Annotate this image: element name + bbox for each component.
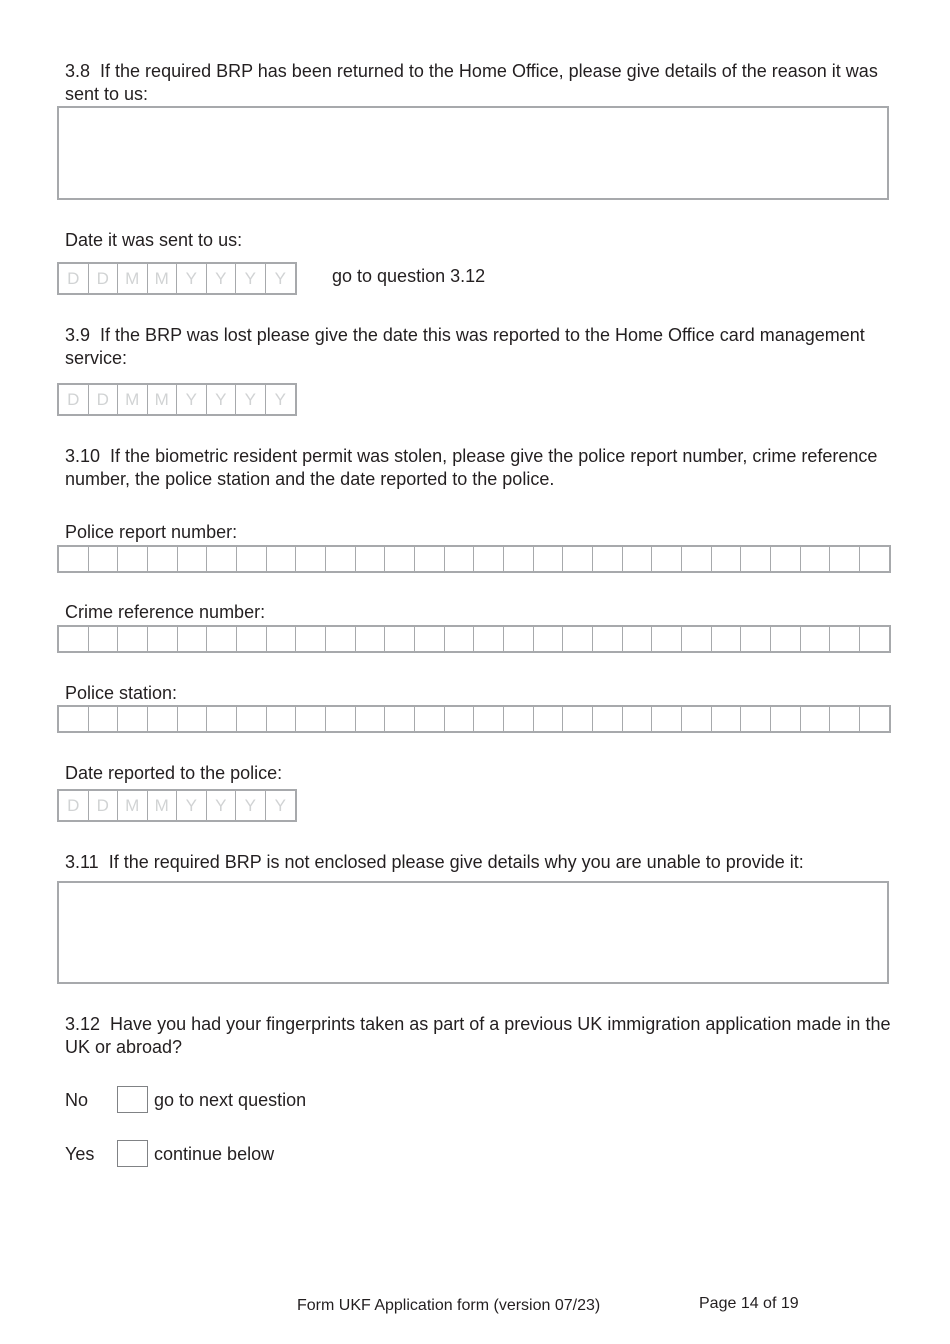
character-cell[interactable]: [593, 627, 623, 651]
character-cell[interactable]: [326, 547, 356, 571]
character-cell[interactable]: [801, 627, 831, 651]
no-option-label: No: [65, 1090, 89, 1110]
character-cell[interactable]: [623, 707, 653, 731]
date-digit-cell[interactable]: Y: [177, 791, 207, 820]
question-3-8: [65, 60, 895, 106]
character-cell[interactable]: [801, 547, 831, 571]
character-cell[interactable]: [118, 707, 148, 731]
character-cell[interactable]: [563, 707, 593, 731]
question-number: 3.11: [65, 852, 99, 872]
character-cell[interactable]: [504, 547, 534, 571]
character-cell[interactable]: [385, 627, 415, 651]
character-cell[interactable]: [682, 547, 712, 571]
character-cell[interactable]: [623, 627, 653, 651]
character-cell[interactable]: [118, 627, 148, 651]
character-cell[interactable]: [237, 547, 267, 571]
character-cell[interactable]: [830, 707, 860, 731]
character-cell[interactable]: [682, 707, 712, 731]
character-cell[interactable]: [296, 627, 326, 651]
character-cell[interactable]: [652, 547, 682, 571]
character-cell[interactable]: [237, 707, 267, 731]
date-digit-cell[interactable]: M: [148, 385, 178, 414]
character-cell[interactable]: [326, 627, 356, 651]
character-cell[interactable]: [207, 707, 237, 731]
date-digit-cell[interactable]: Y: [236, 791, 266, 820]
character-cell[interactable]: [712, 707, 742, 731]
character-cell[interactable]: [504, 627, 534, 651]
character-cell[interactable]: [712, 547, 742, 571]
question-text: If the BRP was lost please give the date this was reported to the Home Office card management service:: [65, 325, 865, 368]
footer-form-name: Form UKF Application form (version 07/23): [297, 1297, 601, 1314]
date-digit-cell[interactable]: D: [59, 264, 89, 293]
character-cell[interactable]: [296, 547, 326, 571]
character-cell[interactable]: [830, 547, 860, 571]
question-number: 3.8: [65, 61, 91, 81]
character-cell[interactable]: [356, 707, 386, 731]
date-lost-reported-field[interactable]: [57, 383, 297, 416]
character-cell[interactable]: [712, 627, 742, 651]
date-digit-cell[interactable]: D: [59, 385, 89, 414]
character-cell[interactable]: [207, 627, 237, 651]
question-text: Have you had your fingerprints taken as part of a previous UK immigration application made in the UK or abroad?: [65, 1014, 891, 1057]
date-digit-cell[interactable]: D: [89, 264, 119, 293]
police-station-field[interactable]: [57, 705, 891, 733]
character-cell[interactable]: [178, 547, 208, 571]
character-cell[interactable]: [385, 707, 415, 731]
character-cell[interactable]: [682, 627, 712, 651]
character-cell[interactable]: [415, 547, 445, 571]
yes-option-text: continue below: [154, 1144, 275, 1164]
goto-instruction: go to question 3.12: [332, 266, 486, 286]
brp-not-enclosed-reason-field[interactable]: [57, 881, 889, 984]
character-cell[interactable]: [267, 547, 297, 571]
character-cell[interactable]: [474, 627, 504, 651]
police-report-label: Police report number:: [65, 522, 238, 542]
date-digit-cell[interactable]: M: [118, 791, 148, 820]
character-cell[interactable]: [207, 547, 237, 571]
date-digit-cell[interactable]: Y: [236, 385, 266, 414]
character-cell[interactable]: [296, 707, 326, 731]
character-cell[interactable]: [148, 547, 178, 571]
date-digit-cell[interactable]: M: [118, 385, 148, 414]
character-cell[interactable]: [474, 707, 504, 731]
character-cell[interactable]: [89, 547, 119, 571]
character-cell[interactable]: [326, 707, 356, 731]
character-cell[interactable]: [178, 707, 208, 731]
no-checkbox[interactable]: [117, 1086, 148, 1113]
question-number: 3.9: [65, 325, 91, 345]
crime-reference-number-field[interactable]: [57, 625, 891, 653]
character-cell[interactable]: [623, 547, 653, 571]
character-cell[interactable]: [563, 627, 593, 651]
date-reported-label: Date reported to the police:: [65, 763, 283, 783]
character-cell[interactable]: [593, 707, 623, 731]
date-digit-cell[interactable]: Y: [274, 389, 286, 409]
character-cell[interactable]: [771, 547, 801, 571]
yes-checkbox[interactable]: [117, 1140, 148, 1167]
character-cell[interactable]: [59, 547, 89, 571]
character-cell[interactable]: [445, 707, 475, 731]
character-cell[interactable]: [267, 627, 297, 651]
date-digit-cell[interactable]: Y: [236, 264, 266, 293]
character-cell[interactable]: [563, 547, 593, 571]
character-cell[interactable]: [148, 627, 178, 651]
character-cell[interactable]: [474, 547, 504, 571]
brp-return-reason-field[interactable]: [57, 106, 889, 200]
character-cell[interactable]: [415, 627, 445, 651]
character-cell[interactable]: [445, 627, 475, 651]
character-cell[interactable]: [741, 707, 771, 731]
character-cell[interactable]: [89, 707, 119, 731]
date-digit-cell[interactable]: D: [89, 791, 119, 820]
character-cell[interactable]: [178, 627, 208, 651]
character-cell[interactable]: [148, 707, 178, 731]
character-cell[interactable]: [741, 547, 771, 571]
character-cell[interactable]: [356, 547, 386, 571]
date-sent-label: Date it was sent to us:: [65, 230, 243, 250]
date-digit-cell[interactable]: Y: [177, 385, 207, 414]
character-cell[interactable]: [59, 707, 89, 731]
yes-option-label: Yes: [65, 1144, 95, 1164]
character-cell[interactable]: [801, 707, 831, 731]
date-digit-cell[interactable]: M: [148, 791, 178, 820]
character-cell[interactable]: [59, 627, 89, 651]
date-digit-cell[interactable]: Y: [177, 264, 207, 293]
character-cell[interactable]: [534, 707, 564, 731]
character-cell[interactable]: [118, 547, 148, 571]
crime-reference-label: Crime reference number:: [65, 602, 266, 622]
date-digit-cell[interactable]: M: [118, 264, 148, 293]
character-cell[interactable]: [267, 707, 297, 731]
character-cell[interactable]: [534, 627, 564, 651]
police-report-number-field[interactable]: [57, 545, 891, 573]
character-cell[interactable]: [860, 547, 889, 571]
question-text: If the biometric resident permit was stolen, please give the police report number, crime reference number, the police station and the date reported to the police.: [65, 446, 878, 489]
character-cell[interactable]: [771, 627, 801, 651]
question-3-12: [65, 1013, 895, 1059]
footer-page-number: Page 14 of 19: [699, 1295, 799, 1312]
date-digit-cell[interactable]: D: [89, 385, 119, 414]
question-3-9: [65, 324, 895, 370]
date-digit-cell[interactable]: Y: [207, 264, 237, 293]
police-station-label: Police station:: [65, 683, 178, 703]
date-reported-police-field[interactable]: [57, 789, 297, 822]
character-cell[interactable]: [237, 627, 267, 651]
character-cell[interactable]: [652, 707, 682, 731]
character-cell[interactable]: [771, 707, 801, 731]
character-cell[interactable]: [741, 627, 771, 651]
character-cell[interactable]: [593, 547, 623, 571]
date-digit-cell[interactable]: Y: [274, 795, 286, 815]
character-cell[interactable]: [504, 707, 534, 731]
character-cell[interactable]: [534, 547, 564, 571]
question-3-10: [65, 445, 895, 491]
character-cell[interactable]: [830, 627, 860, 651]
character-cell[interactable]: [415, 707, 445, 731]
character-cell[interactable]: [445, 547, 475, 571]
date-digit-cell[interactable]: D: [59, 791, 89, 820]
date-digit-cell[interactable]: M: [148, 264, 178, 293]
question-3-11: [65, 851, 895, 874]
date-digit-cell[interactable]: Y: [274, 268, 286, 288]
character-cell[interactable]: [89, 627, 119, 651]
character-cell[interactable]: [356, 627, 386, 651]
character-cell[interactable]: [860, 627, 889, 651]
question-number: 3.10: [65, 446, 101, 466]
character-cell[interactable]: [860, 707, 889, 731]
no-option-text: go to next question: [154, 1090, 307, 1110]
character-cell[interactable]: [652, 627, 682, 651]
question-number: 3.12: [65, 1014, 101, 1034]
question-text: If the required BRP is not enclosed please give details why you are unable to provide it:: [108, 852, 804, 872]
date-digit-cell[interactable]: Y: [207, 791, 237, 820]
question-text: If the required BRP has been returned to the Home Office, please give details of the reason it was sent to us:: [65, 61, 878, 104]
date-digit-cell[interactable]: Y: [207, 385, 237, 414]
date-sent-field[interactable]: [57, 262, 297, 295]
character-cell[interactable]: [385, 547, 415, 571]
